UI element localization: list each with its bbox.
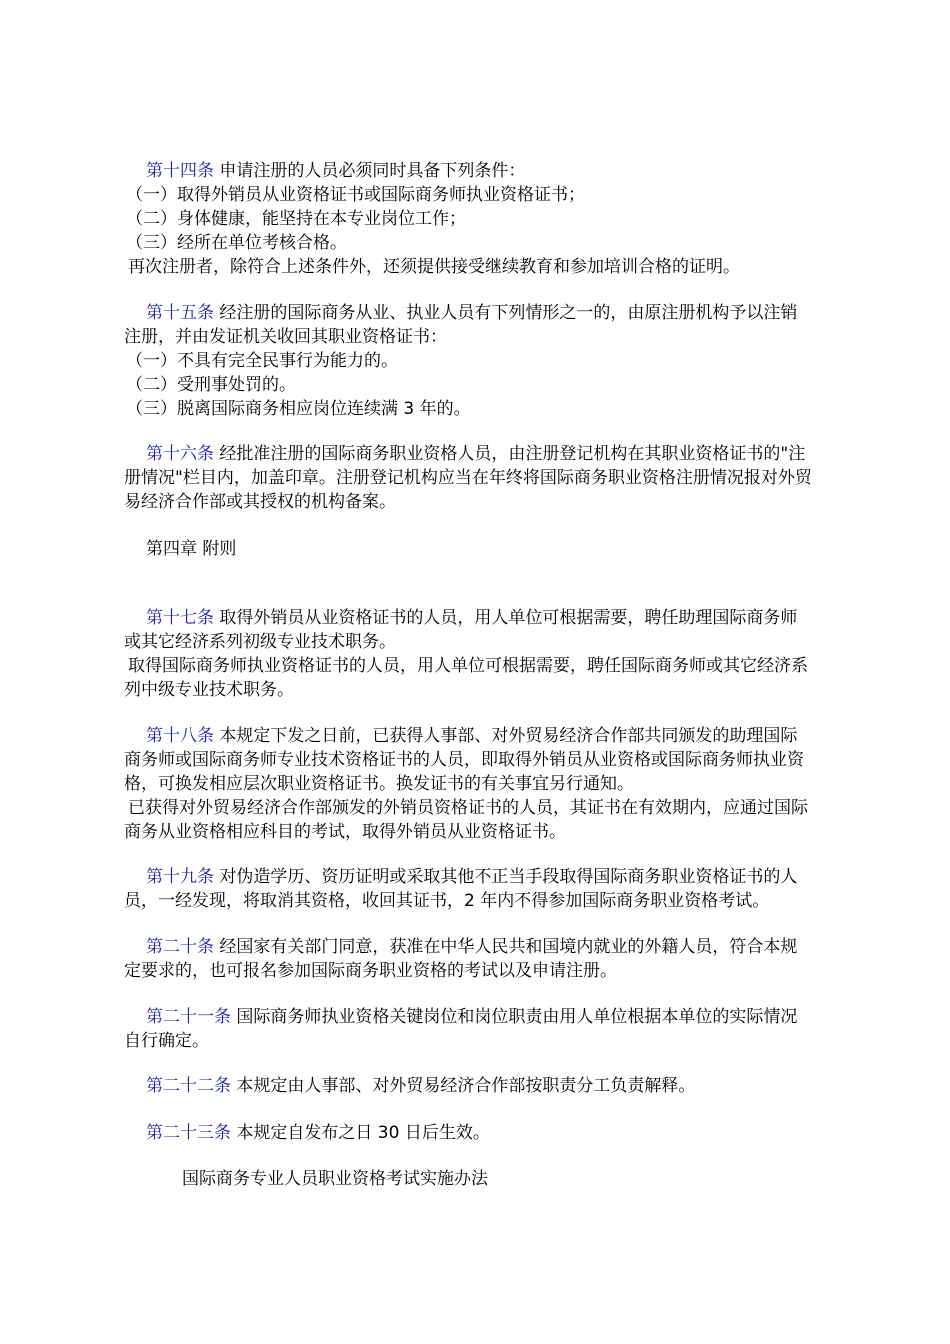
article-18-line-1 [146, 725, 866, 748]
document-title: 国际商务专业人员职业资格考试实施办法 [182, 1169, 488, 1189]
article-14-item-1 [126, 184, 846, 207]
article-text: 取得国际商务师执业资格证书的人员，用人单位可根据需要，聘任国际商务师或其它经济系 [128, 656, 808, 676]
article-21-line-1 [146, 1006, 866, 1029]
article-text: 定要求的，也可报名参加国际商务职业资格的考试以及申请注册。 [124, 961, 617, 981]
article-16-line-1 [146, 443, 866, 466]
article-text: 册情况"栏目内，加盖印章。注册登记机构应当在年终将国际商务职业资格注册情况报对外贸 [124, 468, 812, 488]
article-17-line-1 [146, 607, 866, 630]
article-text: 或其它经济系列初级专业技术职务。 [124, 632, 396, 652]
article-20-line-1 [146, 936, 866, 959]
article-15-line-2 [124, 326, 844, 349]
article-18-line-2 [124, 749, 844, 772]
article-16-line-2 [124, 467, 844, 490]
article-text: 取得外销员从业资格证书的人员，用人单位可根据需要，聘任助理国际商务师 [214, 608, 798, 628]
article-text: （一）取得外销员从业资格证书或国际商务师执业资格证书； [126, 185, 585, 205]
article-18-line-5 [124, 821, 844, 844]
article-number: 第二十一条 [146, 1007, 231, 1027]
article-text: （二）身体健康，能坚持在本专业岗位工作； [126, 209, 466, 229]
article-text: （二）受刑事处罚的。 [126, 375, 296, 395]
article-21-line-2 [124, 1030, 844, 1053]
article-14-item-3 [126, 232, 846, 255]
article-15-line-1 [146, 302, 866, 325]
article-number: 第十四条 [146, 161, 214, 181]
article-text: 本规定下发之日前，已获得人事部、对外贸易经济合作部共同颁发的助理国际 [214, 726, 798, 746]
article-18-line-4 [128, 797, 848, 820]
article-text: 员，一经发现，将取消其资格，收回其证书，2 年内不得参加国际商务职业资格考试。 [124, 891, 770, 911]
article-14-line-1 [146, 160, 866, 183]
article-text: 注册，并由发证机关收回其职业资格证书： [124, 327, 447, 347]
article-text: （三）脱离国际商务相应岗位连续满 3 年的。 [126, 399, 471, 419]
article-text: 经批准注册的国际商务职业资格人员，由注册登记机构在其职业资格证书的"注 [214, 444, 806, 464]
article-text: 申请注册的人员必须同时具备下列条件： [214, 161, 526, 181]
article-text: 列中级专业技术职务。 [124, 680, 294, 700]
article-text: 自行确定。 [124, 1031, 209, 1051]
article-number: 第二十三条 [146, 1123, 231, 1143]
article-text: （一）不具有完全民事行为能力的。 [126, 351, 398, 371]
article-number: 第二十二条 [146, 1076, 231, 1096]
article-14-note [128, 256, 848, 279]
article-14-item-2 [126, 208, 846, 231]
article-text: 本规定自发布之日 30 日后生效。 [231, 1123, 490, 1143]
article-18-line-3 [124, 773, 844, 796]
article-number: 第二十条 [146, 937, 214, 957]
article-text: 已获得对外贸易经济合作部颁发的外销员资格证书的人员，其证书在有效期内，应通过国际 [128, 798, 808, 818]
article-text: 商务从业资格相应科目的考试，取得外销员从业资格证书。 [124, 822, 566, 842]
article-22-line-1 [146, 1075, 866, 1098]
article-text: 再次注册者，除符合上述条件外，还须提供接受继续教育和参加培训合格的证明。 [128, 257, 740, 277]
article-text: 格，可换发相应层次职业资格证书。换发证书的有关事宜另行通知。 [124, 774, 634, 794]
chapter-title: 第四章 附则 [146, 539, 237, 559]
article-15-item-3 [126, 398, 846, 421]
article-15-item-2 [126, 374, 846, 397]
article-number: 第十七条 [146, 608, 214, 628]
article-20-line-2 [124, 960, 844, 983]
article-text: 国际商务师执业资格关键岗位和岗位职责由用人单位根据本单位的实际情况 [231, 1007, 798, 1027]
article-number: 第十九条 [146, 867, 214, 887]
article-number: 第十五条 [146, 303, 214, 323]
article-17-line-4 [124, 679, 844, 702]
article-23-line-1 [146, 1122, 866, 1145]
article-17-line-2 [124, 631, 844, 654]
article-text: 对伪造学历、资历证明或采取其他不正当手段取得国际商务职业资格证书的人 [214, 867, 798, 887]
article-number: 第十六条 [146, 444, 214, 464]
article-text: 经注册的国际商务从业、执业人员有下列情形之一的，由原注册机构予以注销 [214, 303, 798, 323]
article-text: （三）经所在单位考核合格。 [126, 233, 347, 253]
article-text: 本规定由人事部、对外贸易经济合作部按职责分工负责解释。 [231, 1076, 696, 1096]
article-15-item-1 [126, 350, 846, 373]
article-17-line-3 [128, 655, 848, 678]
article-text: 易经济合作部或其授权的机构备案。 [124, 492, 396, 512]
article-number: 第十八条 [146, 726, 214, 746]
article-text: 经国家有关部门同意，获准在中华人民共和国境内就业的外籍人员，符合本规 [214, 937, 798, 957]
article-19-line-2 [124, 890, 844, 913]
article-19-line-1 [146, 866, 866, 889]
article-16-line-3 [124, 491, 844, 514]
chapter-4-heading [146, 538, 866, 561]
next-document-title [182, 1168, 902, 1191]
article-text: 商务师或国际商务师专业技术资格证书的人员，即取得外销员从业资格或国际商务师执业资 [124, 750, 804, 770]
